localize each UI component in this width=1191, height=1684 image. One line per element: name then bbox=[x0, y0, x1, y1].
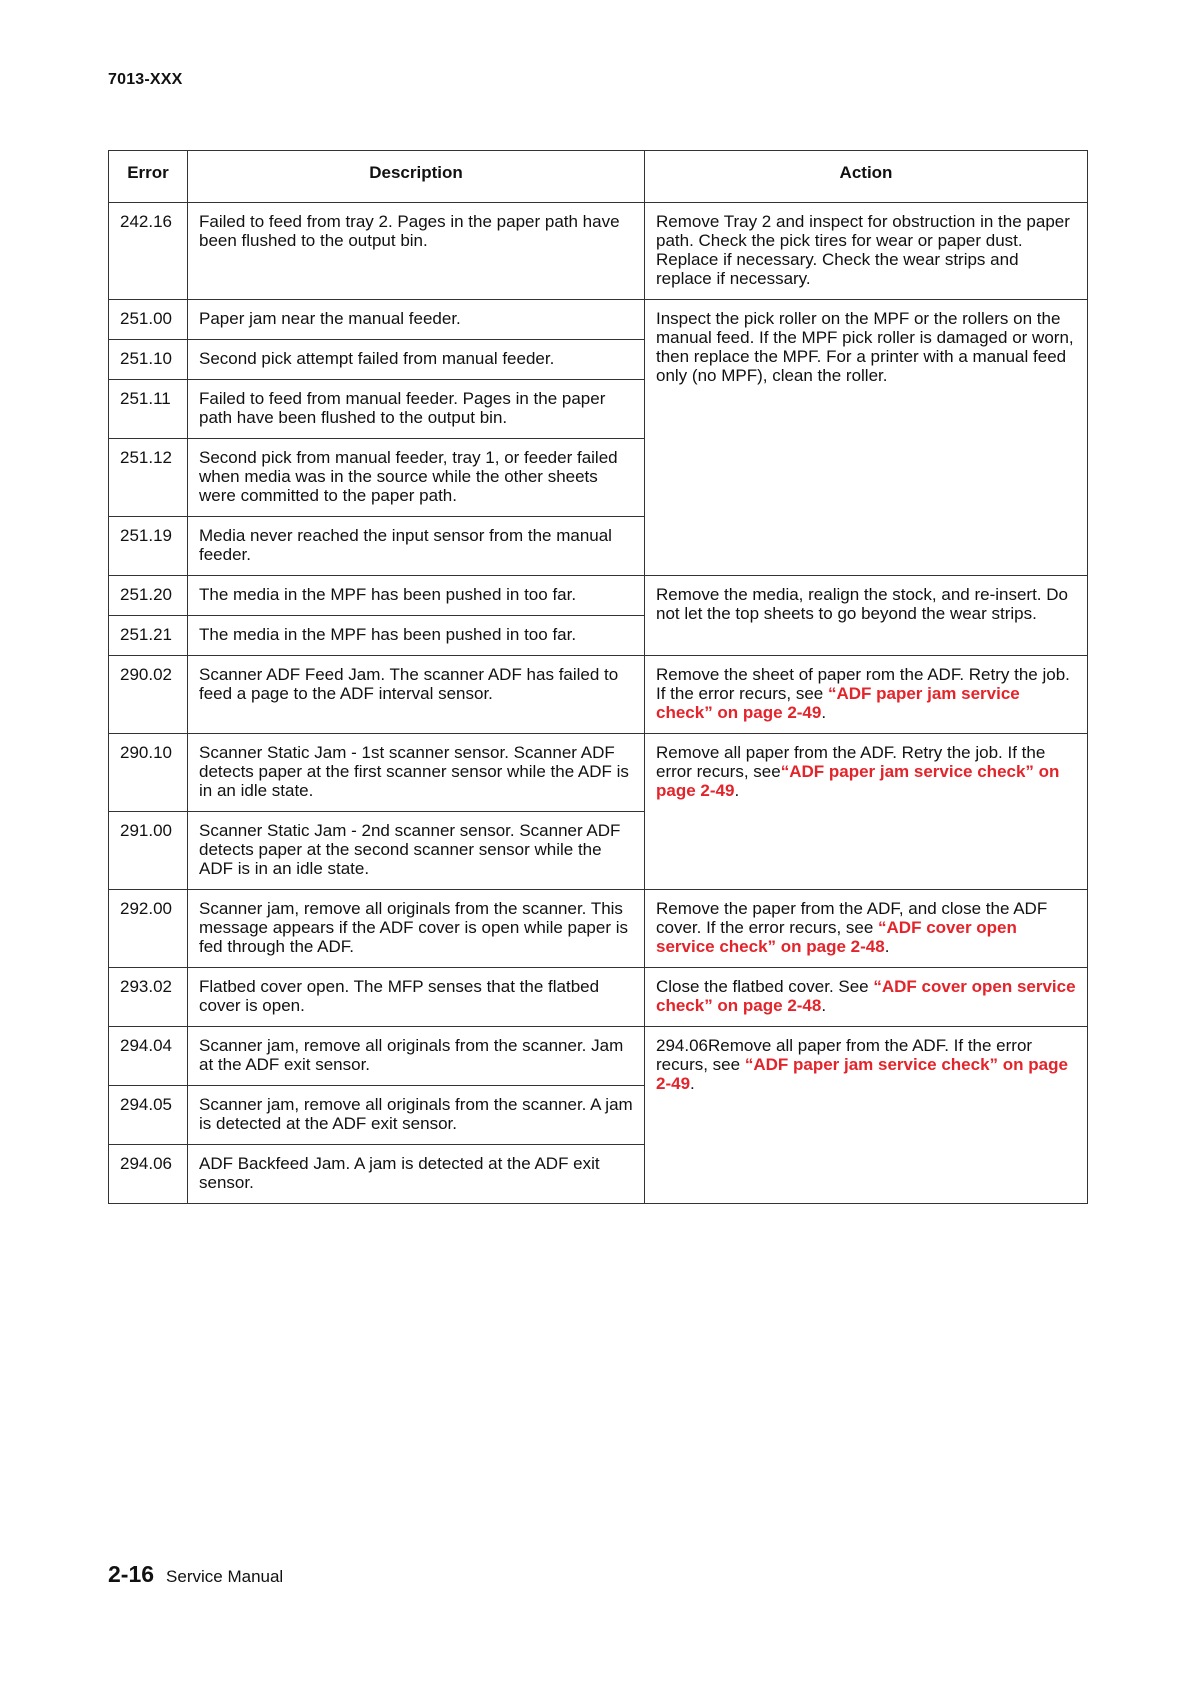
action-cell bbox=[645, 656, 1088, 734]
description-cell: Flatbed cover open. The MFP senses that the flatbed cover is open. bbox=[188, 968, 645, 1027]
description-cell: The media in the MPF has been pushed in too far. bbox=[188, 616, 645, 656]
action-text: Remove Tray 2 and inspect for obstruction in the paper path. Check the pick tires for wear or paper dust. Replace if necessary. Check the wear strips and replace if necessary. bbox=[656, 212, 1070, 288]
error-code-cell: 290.02 bbox=[109, 656, 188, 734]
table-body bbox=[109, 203, 1088, 1204]
error-code-cell: 294.06 bbox=[109, 1145, 188, 1204]
description-cell: The media in the MPF has been pushed in too far. bbox=[188, 576, 645, 616]
document-id: 7013-XXX bbox=[108, 71, 183, 88]
description-cell: Scanner ADF Feed Jam. The scanner ADF has failed to feed a page to the ADF interval sensor. bbox=[188, 656, 645, 734]
description-cell: Scanner jam, remove all originals from the scanner. Jam at the ADF exit sensor. bbox=[188, 1027, 645, 1086]
action-cell bbox=[645, 576, 1088, 656]
error-code-cell: 251.19 bbox=[109, 517, 188, 576]
table-row bbox=[109, 576, 1088, 616]
cross-reference-link[interactable]: “ADF cover open service check” on page 2-48 bbox=[656, 977, 1076, 1015]
action-text: . bbox=[884, 937, 890, 956]
page-number: 2-16 bbox=[108, 1561, 155, 1587]
table-header-row bbox=[109, 151, 1088, 203]
cross-reference-link[interactable]: “ADF cover open service check” on page 2-48 bbox=[656, 918, 1017, 956]
action-cell bbox=[645, 890, 1088, 968]
error-code-cell: 251.12 bbox=[109, 439, 188, 517]
description-cell: Paper jam near the manual feeder. bbox=[188, 300, 645, 340]
cross-reference-link[interactable]: “ADF paper jam service check” on page 2-49 bbox=[656, 684, 1020, 722]
error-code-cell: 251.10 bbox=[109, 340, 188, 380]
error-code-cell: 290.10 bbox=[109, 734, 188, 812]
error-code-cell: 293.02 bbox=[109, 968, 188, 1027]
action-text: Remove the sheet of paper rom the ADF. Retry the job. If the error recurs, see bbox=[656, 665, 1070, 703]
action-cell bbox=[645, 734, 1088, 890]
action-cell bbox=[645, 300, 1088, 576]
error-code-cell: 251.20 bbox=[109, 576, 188, 616]
action-text: Close the flatbed cover. See bbox=[656, 977, 874, 996]
action-text: . bbox=[734, 781, 740, 800]
error-code-table bbox=[108, 150, 1088, 1204]
table-row bbox=[109, 300, 1088, 340]
error-code-cell: 294.05 bbox=[109, 1086, 188, 1145]
description-cell: Scanner jam, remove all originals from the scanner. This message appears if the ADF cover is open while paper is fed through the ADF. bbox=[188, 890, 645, 968]
description-cell: Scanner jam, remove all originals from the scanner. A jam is detected at the ADF exit sensor. bbox=[188, 1086, 645, 1145]
description-cell: Failed to feed from manual feeder. Pages in the paper path have been flushed to the output bin. bbox=[188, 380, 645, 439]
header-error: Error bbox=[109, 151, 188, 203]
description-cell: Media never reached the input sensor from the manual feeder. bbox=[188, 517, 645, 576]
action-text: Remove all paper from the ADF. Retry the job. If the error recurs, see bbox=[656, 743, 1046, 781]
cross-reference-link[interactable]: “ADF paper jam service check” on page 2-49 bbox=[656, 1055, 1068, 1093]
action-text: Remove the media, realign the stock, and re-insert. Do not let the top sheets to go beyond the wear strips. bbox=[656, 585, 1068, 623]
error-code-cell: 251.00 bbox=[109, 300, 188, 340]
footer-title: Service Manual bbox=[166, 1567, 284, 1586]
description-cell: ADF Backfeed Jam. A jam is detected at the ADF exit sensor. bbox=[188, 1145, 645, 1204]
error-code-cell: 291.00 bbox=[109, 812, 188, 890]
action-text: . bbox=[821, 996, 827, 1015]
header-description: Description bbox=[188, 151, 645, 203]
header-action: Action bbox=[645, 151, 1088, 203]
action-cell bbox=[645, 203, 1088, 300]
cross-reference-link[interactable]: “ADF paper jam service check” on page 2-49 bbox=[656, 762, 1060, 800]
description-cell: Scanner Static Jam - 1st scanner sensor. Scanner ADF detects paper at the first scanner sensor while the ADF is in an idle state. bbox=[188, 734, 645, 812]
error-code-cell: 292.00 bbox=[109, 890, 188, 968]
page-footer bbox=[108, 1561, 283, 1588]
action-cell bbox=[645, 1027, 1088, 1204]
description-cell: Second pick from manual feeder, tray 1, or feeder failed when media was in the source while the other sheets were committed to the paper path. bbox=[188, 439, 645, 517]
error-code-cell: 251.21 bbox=[109, 616, 188, 656]
table-row bbox=[109, 890, 1088, 968]
error-code-cell: 251.11 bbox=[109, 380, 188, 439]
action-text: Inspect the pick roller on the MPF or the rollers on the manual feed. If the MPF pick roller is damaged or worn, then replace the MPF. For a printer with a manual feed only (no MPF), clean the roller. bbox=[656, 309, 1074, 385]
error-code-cell: 242.16 bbox=[109, 203, 188, 300]
description-cell: Scanner Static Jam - 2nd scanner sensor. Scanner ADF detects paper at the second scanner sensor while the ADF is in an idle state. bbox=[188, 812, 645, 890]
action-cell bbox=[645, 968, 1088, 1027]
action-text: . bbox=[690, 1074, 695, 1093]
table-row bbox=[109, 1027, 1088, 1086]
table-row bbox=[109, 734, 1088, 812]
table-row bbox=[109, 968, 1088, 1027]
table-row bbox=[109, 203, 1088, 300]
table-row bbox=[109, 656, 1088, 734]
description-cell: Failed to feed from tray 2. Pages in the paper path have been flushed to the output bin. bbox=[188, 203, 645, 300]
error-code-cell: 294.04 bbox=[109, 1027, 188, 1086]
description-cell: Second pick attempt failed from manual feeder. bbox=[188, 340, 645, 380]
action-text: Remove the paper from the ADF, and close the ADF cover. If the error recurs, see bbox=[656, 899, 1048, 937]
action-text: 294.06Remove all paper from the ADF. If the error recurs, see bbox=[656, 1036, 1033, 1074]
action-text: . bbox=[821, 703, 827, 722]
